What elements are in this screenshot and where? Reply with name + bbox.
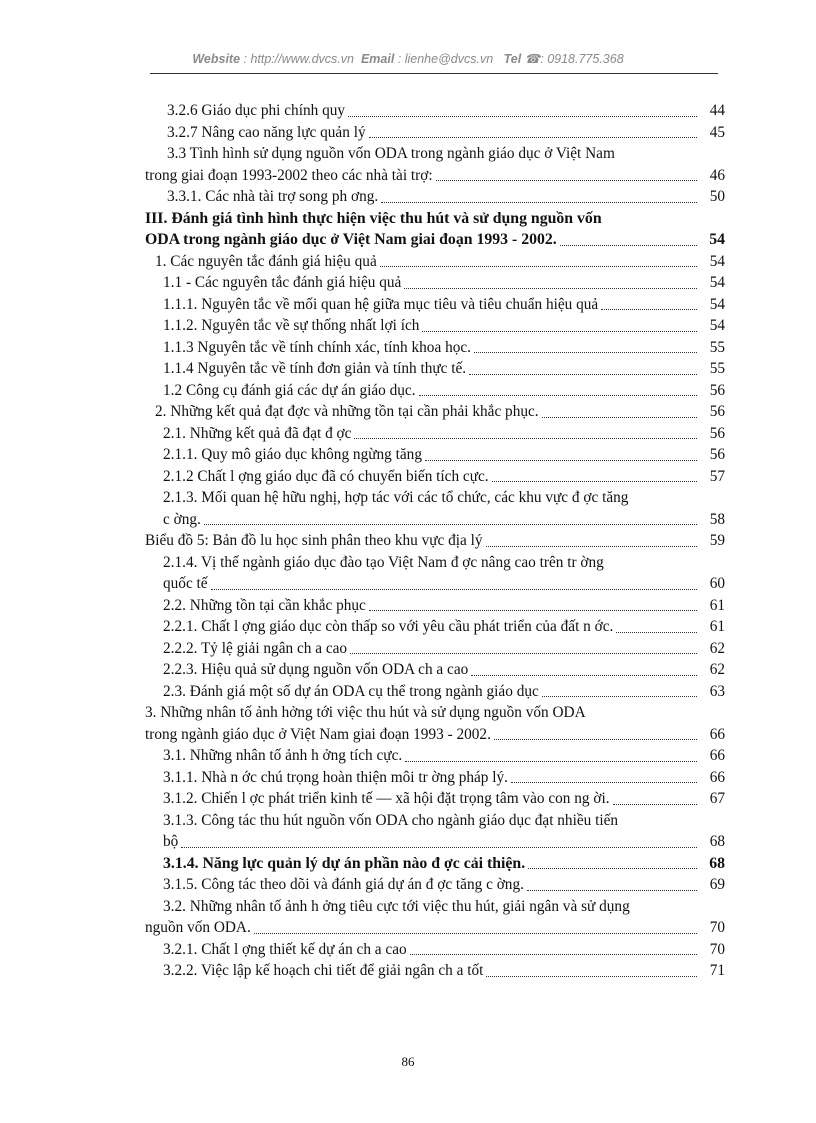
toc-entry-text: 3.2. Những nhân tố ảnh h ởng tiêu cực tới việc thu hút, giải ngân và sử dụng [163, 897, 630, 915]
toc-entry-page: 54 [709, 295, 725, 313]
toc-entry[interactable] [145, 853, 725, 875]
toc-entry[interactable] [145, 960, 725, 982]
toc-dot-leader [511, 782, 697, 783]
toc-dot-leader [354, 438, 697, 439]
toc-entry-text: 1.2 Công cụ đánh giá các dự án giáo dục. [163, 381, 416, 399]
toc-entry[interactable] [145, 573, 725, 595]
tel-number: ☎: 0918.775.368 [524, 52, 624, 66]
toc-dot-leader [211, 589, 697, 590]
toc-entry-text: III. Đánh giá tình hình thực hiện việc thu hút và sử dụng nguồn vốn [145, 209, 602, 227]
toc-entry[interactable] [145, 681, 725, 703]
toc-entry-page: 67 [709, 790, 725, 807]
toc-entry-text: 1.1 - Các nguyên tắc đánh giá hiệu quả [163, 274, 402, 291]
toc-entry[interactable] [145, 595, 725, 617]
toc-entry-text: 1.1.2. Nguyên tắc về sự thống nhất lợi ích [163, 317, 420, 334]
toc-dot-leader [474, 352, 697, 353]
toc-dot-leader [410, 954, 697, 955]
toc-entry-text: 2.1.4. Vị thế ngành giáo dục đào tạo Việt Nam đ ợc nâng cao trên tr ờng [163, 553, 604, 571]
email-label: Email [360, 52, 395, 66]
toc-entry-page: 58 [709, 510, 725, 528]
toc-dot-leader [404, 288, 697, 289]
toc-entry-text: 3.1.1. Nhà n ớc chú trọng hoàn thiện môi tr ờng pháp lý. [163, 768, 509, 786]
toc-entry-page: 54 [709, 317, 725, 334]
toc-dot-leader [471, 675, 697, 676]
toc-entry-text: 2.2.3. Hiệu quả sử dụng nguồn vốn ODA ch a cao [163, 661, 469, 678]
toc-entry-text: 1.1.3 Nguyên tắc về tính chính xác, tính khoa học. [163, 338, 471, 356]
toc-entry-text: 1.1.4 Nguyên tắc về tính đơn giản và tính thực tế. [163, 360, 467, 377]
toc-entry[interactable] [145, 702, 725, 724]
toc-entry-text: 2. Những kết quả đạt đợc và những tồn tại cần phải khắc phục. [155, 403, 539, 420]
toc-entry[interactable] [145, 122, 725, 144]
toc-entry[interactable] [145, 143, 725, 165]
toc-entry[interactable] [145, 315, 725, 337]
toc-entry-page: 46 [709, 166, 725, 184]
toc-entry-text: 3. Những nhân tố ảnh hởng tới việc thu hút và sử dụng nguồn vốn ODA [145, 704, 586, 721]
toc-dot-leader [560, 245, 697, 246]
toc-dot-leader [405, 761, 697, 762]
toc-entry-page: 71 [709, 962, 725, 979]
toc-entry[interactable] [145, 444, 725, 466]
toc-entry[interactable] [145, 165, 725, 187]
toc-entry-text: 3.1.2. Chiến l ợc phát triển kinh tế — xã hội đặt trọng tâm vào con ng ời. [163, 790, 610, 807]
toc-entry-text: quốc tế [163, 575, 208, 592]
toc-entry[interactable] [145, 337, 725, 359]
toc-dot-leader [616, 632, 697, 633]
toc-entry-text: 2.2.1. Chất l ợng giáo dục còn thấp so với yêu cầu phát triển của đất n ớc. [163, 618, 614, 635]
toc-dot-leader [254, 933, 697, 934]
toc-dot-leader [492, 481, 697, 482]
toc-entry[interactable] [145, 724, 725, 746]
toc-dot-leader [380, 266, 697, 267]
toc-entry-page: 55 [709, 360, 725, 377]
toc-entry[interactable] [145, 638, 725, 660]
toc-entry-text: 1.1.1. Nguyên tắc về mối quan hệ giữa mục tiêu và tiêu chuẩn hiệu quả [163, 295, 599, 313]
toc-entry-page: 57 [709, 467, 725, 485]
toc-entry-text: bộ [163, 833, 179, 850]
toc-entry-page: 62 [709, 639, 725, 657]
toc-entry-page: 66 [709, 725, 725, 743]
toc-entry-page: 68 [709, 854, 725, 872]
toc-dot-leader [422, 331, 697, 332]
toc-entry[interactable] [145, 788, 725, 810]
toc-entry-text: 3.2.6 Giáo dục phi chính quy [167, 102, 346, 119]
toc-entry[interactable] [145, 659, 725, 681]
toc-dot-leader [542, 417, 697, 418]
page-header [0, 51, 816, 66]
toc-entry-page: 63 [709, 682, 725, 700]
toc-entry-page: 56 [709, 403, 725, 420]
toc-entry[interactable] [145, 616, 725, 638]
toc-entry-text: 2.1.2 Chất l ợng giáo dục đã có chuyển biến tích cực. [163, 467, 489, 485]
toc-dot-leader [528, 868, 697, 869]
toc-entry-text: 3.1. Những nhân tố ảnh h ởng tích cực. [163, 747, 403, 764]
toc-entry[interactable] [145, 767, 725, 789]
toc-dot-leader [369, 137, 697, 138]
toc-entry-page: 56 [709, 446, 725, 463]
toc-entry[interactable] [145, 874, 725, 896]
toc-entry-text: 2.2.2. Tỷ lệ giải ngân ch a cao [163, 639, 348, 657]
toc-entry[interactable] [145, 939, 725, 961]
toc-entry-page: 70 [709, 919, 725, 936]
toc-entry-text: 2.2. Những tồn tại cần khắc phục [163, 596, 366, 614]
toc-entry[interactable] [145, 896, 725, 918]
toc-entry-text: trong ngành giáo dục ở Việt Nam giai đoạn 1993 - 2002. [145, 725, 491, 743]
toc-entry-text: 3.1.5. Công tác theo dõi và đánh giá dự án đ ợc tăng c ờng. [163, 876, 524, 893]
toc-dot-leader [486, 546, 697, 547]
toc-entry-page: 60 [709, 575, 725, 592]
website-label: Website [192, 52, 241, 66]
header-rule [150, 73, 718, 74]
toc-entry-page: 56 [709, 381, 725, 399]
toc-entry[interactable] [145, 251, 725, 273]
toc-dot-leader [381, 202, 697, 203]
toc-dot-leader [613, 804, 697, 805]
toc-entry-page: 61 [709, 596, 725, 614]
toc-dot-leader [419, 395, 697, 396]
toc-entry-text: 1. Các nguyên tắc đánh giá hiệu quả [155, 252, 377, 270]
toc-entry[interactable] [145, 423, 725, 445]
toc-dot-leader [436, 180, 697, 181]
toc-entry-text: ODA trong ngành giáo dục ở Việt Nam giai đoạn 1993 - 2002. [145, 231, 557, 248]
toc-entry-page: 66 [709, 768, 725, 786]
toc-entry[interactable] [145, 229, 725, 251]
toc-entry[interactable] [145, 380, 725, 402]
toc-entry[interactable] [145, 466, 725, 488]
toc-entry-text: 3.1.4. Năng lực quản lý dự án phần nào đ ợc cải thiện. [163, 854, 526, 872]
toc-entry-page: 54 [709, 252, 725, 270]
toc-dot-leader [486, 976, 697, 977]
toc-entry[interactable] [145, 358, 725, 380]
toc-entry-text: trong giai đoạn 1993-2002 theo các nhà tài trợ: [145, 166, 433, 184]
toc-entry[interactable] [145, 186, 725, 208]
toc-entry-page: 54 [709, 274, 725, 291]
toc-entry[interactable] [145, 552, 725, 574]
toc-entry[interactable] [145, 487, 725, 509]
toc-entry-page: 59 [709, 532, 725, 549]
toc-entry-text: 2.3. Đánh giá một số dự án ODA cụ thể trong ngành giáo dục [163, 682, 539, 700]
toc-entry-text: c ờng. [163, 510, 201, 528]
toc-entry-page: 62 [709, 661, 725, 678]
toc-entry[interactable] [145, 294, 725, 316]
toc-entry[interactable] [145, 100, 725, 122]
toc-entry-page: 45 [709, 123, 725, 141]
toc-dot-leader [601, 309, 697, 310]
toc-dot-leader [425, 460, 697, 461]
toc-entry-page: 70 [709, 940, 725, 958]
toc-entry-text: 3.3 Tình hình sử dụng nguồn vốn ODA trong ngành giáo dục ở Việt Nam [167, 145, 615, 162]
email-address[interactable]: : lienhe@dvcs.vn [397, 52, 494, 66]
toc-entry-page: 54 [709, 231, 725, 248]
toc-dot-leader [369, 610, 697, 611]
toc-dot-leader [350, 653, 697, 654]
toc-entry-text: nguồn vốn ODA. [145, 919, 251, 936]
toc-entry[interactable] [145, 745, 725, 767]
toc-entry[interactable] [145, 401, 725, 423]
table-of-contents [145, 100, 725, 982]
toc-entry-page: 44 [709, 102, 725, 119]
toc-entry-text: 2.1. Những kết quả đã đạt đ ợc [163, 424, 352, 442]
toc-dot-leader [494, 739, 697, 740]
toc-entry-page: 69 [709, 876, 725, 893]
toc-dot-leader [204, 524, 697, 525]
toc-entry[interactable] [145, 272, 725, 294]
toc-entry-text: 3.2.2. Việc lập kế hoạch chi tiết để giải ngân ch a tốt [163, 962, 484, 979]
toc-entry-text: 3.2.1. Chất l ợng thiết kế dự án ch a cao [163, 940, 407, 958]
toc-entry-page: 55 [709, 338, 725, 356]
toc-dot-leader [348, 116, 697, 117]
toc-entry-page: 66 [709, 747, 725, 764]
page-number: 86 [401, 1054, 415, 1069]
toc-entry-page: 50 [709, 188, 725, 205]
tel-label: Tel [503, 52, 522, 66]
toc-dot-leader [542, 696, 697, 697]
toc-entry-page: 56 [709, 424, 725, 442]
toc-dot-leader [527, 890, 697, 891]
toc-entry[interactable] [145, 917, 725, 939]
toc-entry-text: Biểu đồ 5: Bản đồ lu học sinh phân theo khu vực địa lý [145, 532, 483, 549]
toc-entry-text: 2.1.1. Quy mô giáo dục không ngừng tăng [163, 446, 422, 463]
toc-entry-page: 61 [709, 618, 725, 635]
toc-entry-page: 68 [709, 833, 725, 850]
toc-entry-text: 3.1.3. Công tác thu hút nguồn vốn ODA cho ngành giáo dục đạt nhiều tiến [163, 811, 619, 829]
toc-dot-leader [181, 847, 697, 848]
toc-entry-text: 2.1.3. Mối quan hệ hữu nghị, hợp tác với các tổ chức, các khu vực đ ợc tăng [163, 489, 629, 506]
toc-entry[interactable] [145, 810, 725, 832]
toc-entry-text: 3.2.7 Nâng cao năng lực quản lý [167, 123, 366, 141]
toc-entry[interactable] [145, 831, 725, 853]
website-url[interactable]: : http://www.dvcs.vn [243, 52, 354, 66]
toc-dot-leader [469, 374, 697, 375]
toc-entry[interactable] [145, 530, 725, 552]
toc-entry-text: 3.3.1. Các nhà tài trợ song ph ơng. [167, 188, 379, 205]
toc-entry[interactable] [145, 509, 725, 531]
toc-entry[interactable] [145, 208, 725, 230]
